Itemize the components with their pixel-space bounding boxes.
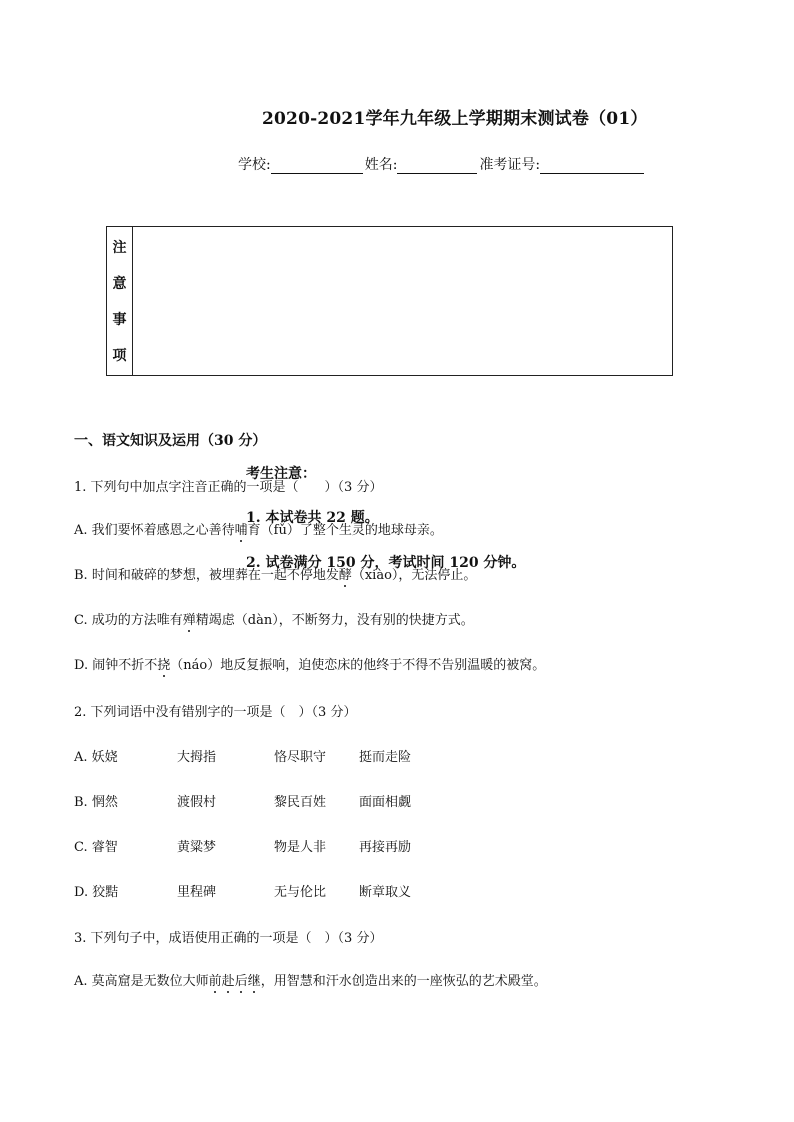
student-info-line bbox=[238, 154, 646, 174]
word-cell: 物是人非 bbox=[274, 840, 327, 855]
dotted-phrase bbox=[209, 974, 261, 989]
word-cell: 再接再励 bbox=[359, 840, 412, 855]
dotted-char: 后 bbox=[234, 974, 248, 989]
question-1-option-d bbox=[74, 654, 545, 673]
word-cell: 黄粱梦 bbox=[177, 840, 217, 855]
word-cell: A. 妖娆 bbox=[74, 750, 118, 765]
notice-side-char: 项 bbox=[112, 348, 127, 364]
option-text: （xiào），无法停止。 bbox=[351, 568, 477, 583]
word-cell: B. 惘然 bbox=[74, 795, 118, 810]
option-text: B. 时间和破碎的梦想，被埋葬在一起不停地发 bbox=[74, 568, 339, 583]
question-1-stem: 1. 下列句中加点字注音正确的一项是（ ）（3 分） bbox=[74, 480, 383, 495]
notice-side-char: 注 bbox=[112, 240, 127, 256]
option-text: A. 我们要怀着感恩之心善待 bbox=[74, 523, 235, 538]
option-text: A. 莫高窟是无数位大师 bbox=[74, 974, 209, 989]
word-cell: 面面相觑 bbox=[359, 795, 412, 810]
option-text: ，用智慧和汗水创造出来的一座恢弘的艺术殿堂。 bbox=[260, 974, 547, 989]
exam-title: 2020-2021学年九年级上学期期末测试卷（01） bbox=[262, 109, 648, 129]
dotted-char: 前 bbox=[208, 974, 222, 989]
word-cell: 挺而走险 bbox=[359, 750, 412, 765]
notice-line-2: 2. 试卷满分 150 分，考试时间 120 分钟。 bbox=[246, 555, 526, 571]
question-1-option-c bbox=[74, 609, 474, 628]
notice-side-char: 事 bbox=[112, 312, 127, 328]
word-cell: C. 睿智 bbox=[74, 840, 118, 855]
word-cell: D. 狡黠 bbox=[74, 885, 119, 900]
question-1-option-a bbox=[74, 519, 443, 538]
question-2-stem: 2. 下列词语中没有错别字的一项是（ ）（3 分） bbox=[74, 705, 357, 720]
word-cell: 无与伦比 bbox=[274, 885, 327, 900]
dotted-char: 酵 bbox=[338, 568, 352, 583]
notice-heading: 考生注意： bbox=[246, 466, 316, 482]
word-cell: 黎民百姓 bbox=[274, 795, 327, 810]
school-blank[interactable] bbox=[271, 159, 363, 174]
notice-side-label bbox=[107, 227, 133, 375]
word-cell: 恪尽职守 bbox=[274, 750, 327, 765]
exam-id-blank[interactable] bbox=[540, 159, 644, 174]
option-text: （náo）地反复振响，迫使恋床的他终于不得不告别温暖的被窝。 bbox=[170, 658, 546, 673]
word-cell: 里程碑 bbox=[177, 885, 217, 900]
dotted-char: 哺 bbox=[234, 523, 248, 538]
dotted-char: 继 bbox=[247, 974, 261, 989]
option-text: 育（fǔ）了整个生灵的地球母亲。 bbox=[247, 523, 443, 538]
word-cell: 大拇指 bbox=[177, 750, 217, 765]
notice-line-1: 1. 本试卷共 22 题。 bbox=[246, 510, 379, 526]
option-text: D. 闹钟不折不 bbox=[74, 658, 158, 673]
option-text: 精竭虑（dàn），不断努力，没有别的快捷方式。 bbox=[195, 613, 474, 628]
exam-id-label: 准考证号: bbox=[479, 157, 541, 173]
dotted-char: 挠 bbox=[157, 658, 171, 673]
name-blank[interactable] bbox=[397, 159, 477, 174]
section-heading: 一、语文知识及运用（30 分） bbox=[74, 433, 267, 449]
notice-side-char: 意 bbox=[112, 276, 127, 292]
word-cell: 断章取义 bbox=[359, 885, 412, 900]
dotted-char: 殚 bbox=[182, 613, 196, 628]
question-3-stem: 3. 下列句子中，成语使用正确的一项是（ ）（3 分） bbox=[74, 931, 383, 946]
question-1-option-b bbox=[74, 564, 476, 583]
option-text: C. 成功的方法唯有 bbox=[74, 613, 183, 628]
question-3-option-a bbox=[74, 970, 547, 989]
school-label: 学校: bbox=[238, 157, 271, 173]
dotted-char: 赴 bbox=[221, 974, 235, 989]
name-label: 姓名: bbox=[364, 157, 398, 173]
word-cell: 渡假村 bbox=[177, 795, 217, 810]
